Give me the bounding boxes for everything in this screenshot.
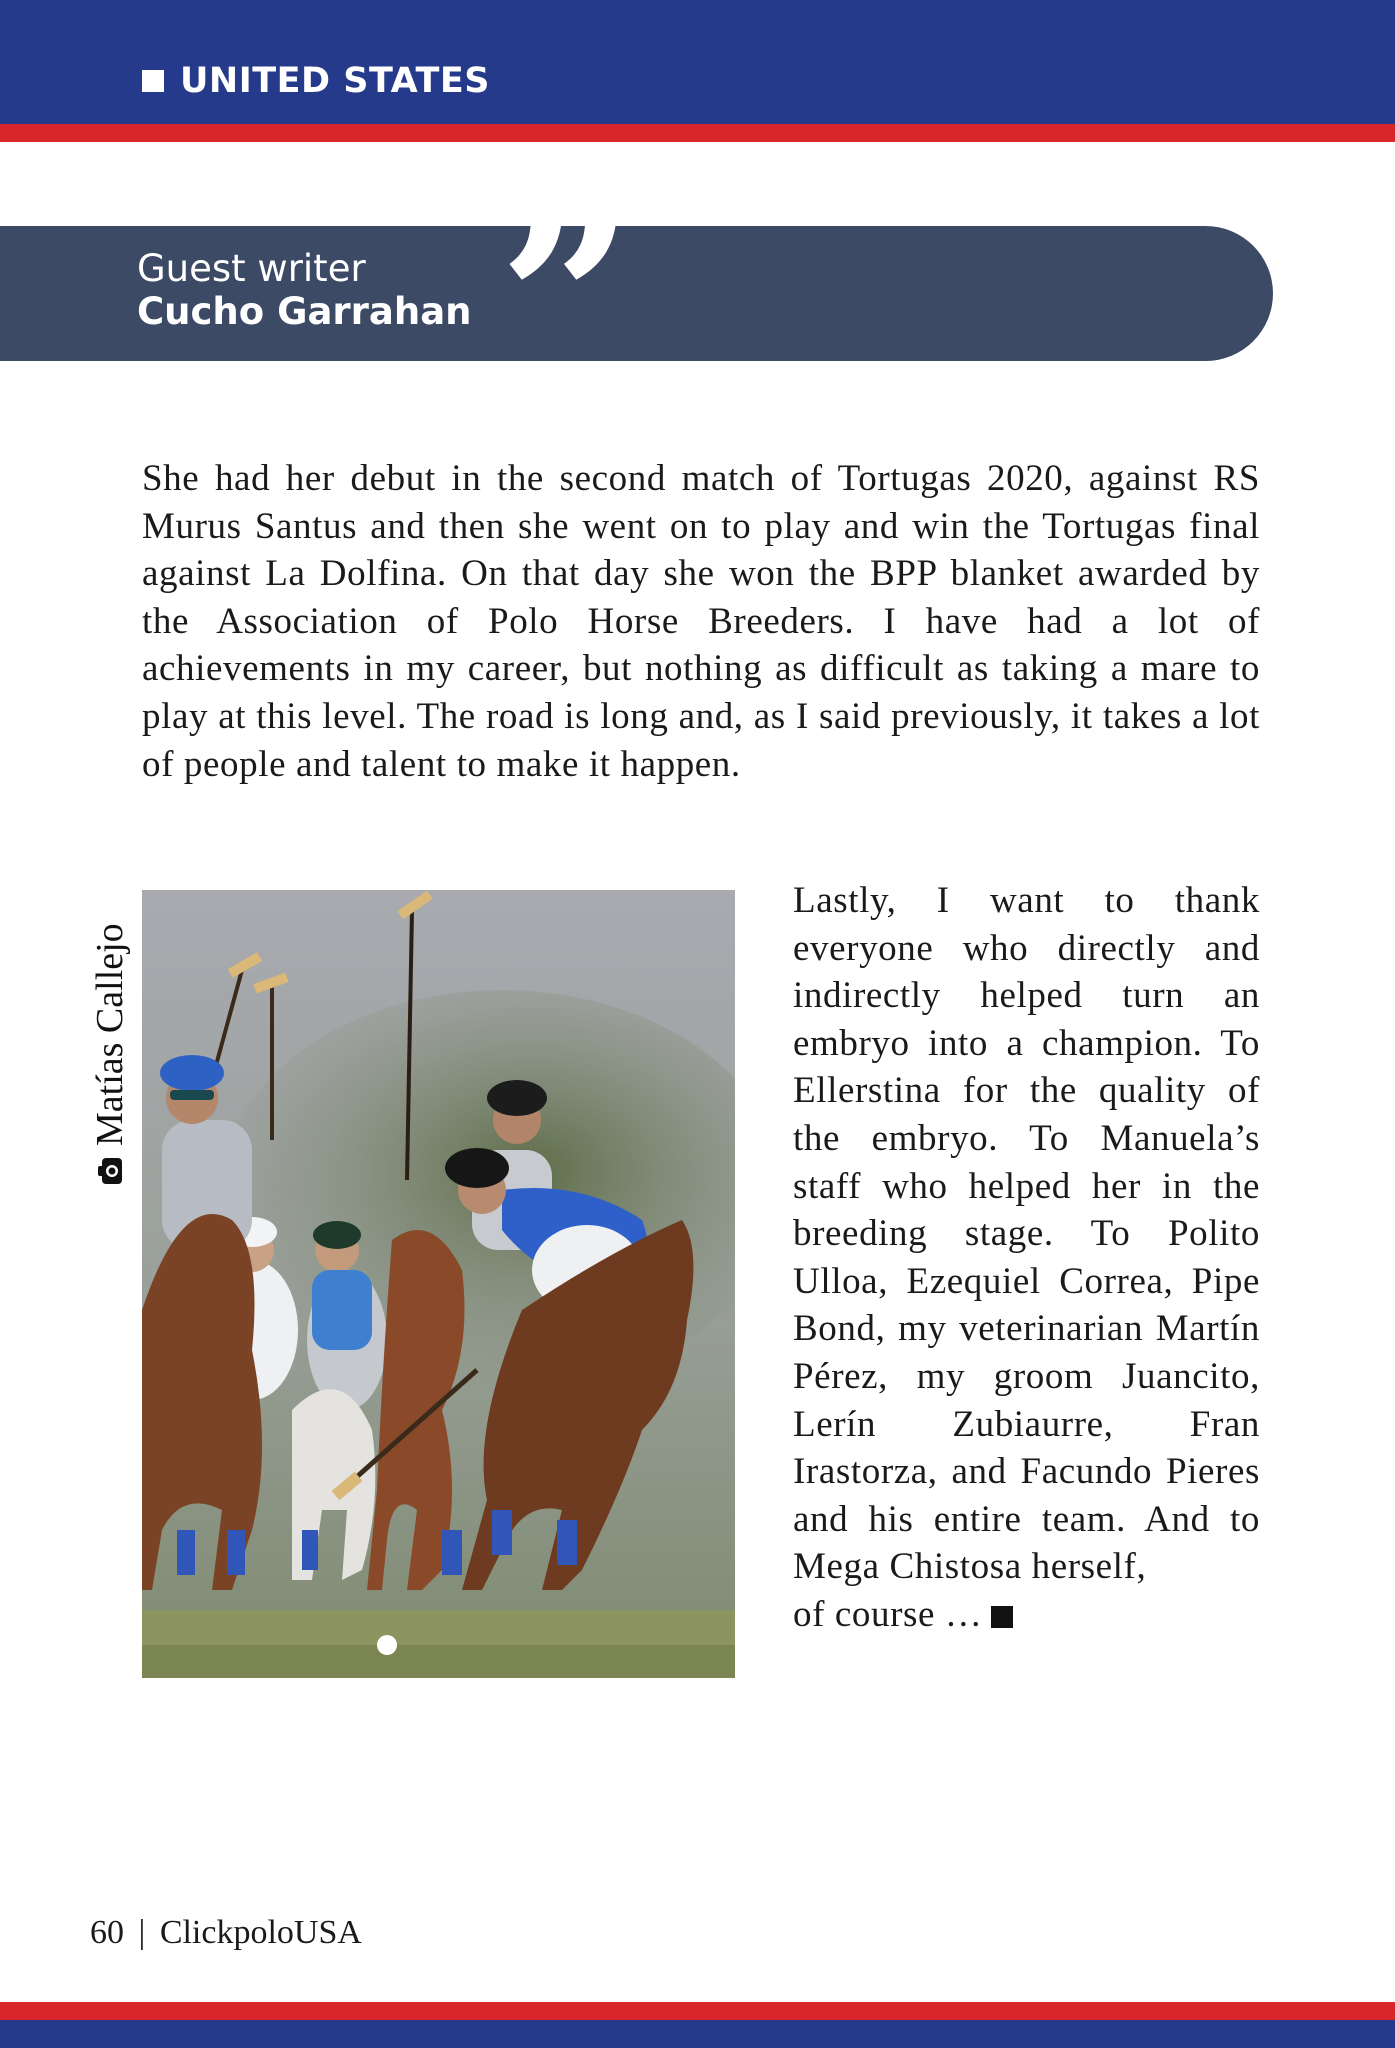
- page-footer: [90, 1914, 362, 1952]
- guest-writer-role: Guest writer: [137, 247, 366, 290]
- photo-credit-name: Matías Callejo: [89, 923, 131, 1146]
- square-bullet-icon: [142, 70, 164, 92]
- footer-separator: |: [138, 1914, 146, 1951]
- article-ending: [793, 1591, 1260, 1639]
- footer-band: [0, 2020, 1395, 2048]
- publication-name: ClickpoloUSA: [159, 1914, 362, 1951]
- footer-red-stripe: [0, 2002, 1395, 2020]
- polo-match-photo: [142, 890, 735, 1678]
- photo-credit: [84, 886, 136, 1186]
- quote-mark-icon: ”: [498, 161, 637, 443]
- section-title: UNITED STATES: [180, 61, 490, 101]
- header-red-stripe: [0, 124, 1395, 142]
- guest-writer-text: [137, 247, 472, 333]
- page-number: 60: [90, 1914, 124, 1951]
- camera-icon: [95, 1156, 125, 1186]
- end-mark-icon: [991, 1606, 1013, 1628]
- article-paragraph-2: [793, 877, 1260, 1639]
- article-paragraph-2-text: Lastly, I want to thank everyone who directly and indirectly helped turn an embryo into a champion. To Ellerstina for the quality of the embryo. To Manuela’s staff who helped her in the breeding stage. To Polito Ulloa, Ezequiel Correa, Pipe Bond, my veterinarian Martín Pérez, my groom Juancito, Lerín Zubiaurre, Fran Irastorza, and Facundo Pieres and his entire team. And to Mega Chistosa herself,: [793, 880, 1260, 1588]
- article-ending-text: of course …: [793, 1593, 983, 1635]
- article-paragraph-1: She had her debut in the second match of Tortugas 2020, against RS Murus Santus and then she went on to play and win the Tortugas final against La Dolfina. On that day she won the BPP blanket awarded by the Association of Polo Horse Breeders. I have had a lot of achievements in my career, but nothing as difficult as taking a mare to play at this level. The road is long and, as I said previously, it takes a lot of people and talent to make it happen.: [142, 458, 1260, 785]
- guest-writer-name: Cucho Garrahan: [137, 290, 472, 333]
- section-label: [142, 56, 490, 106]
